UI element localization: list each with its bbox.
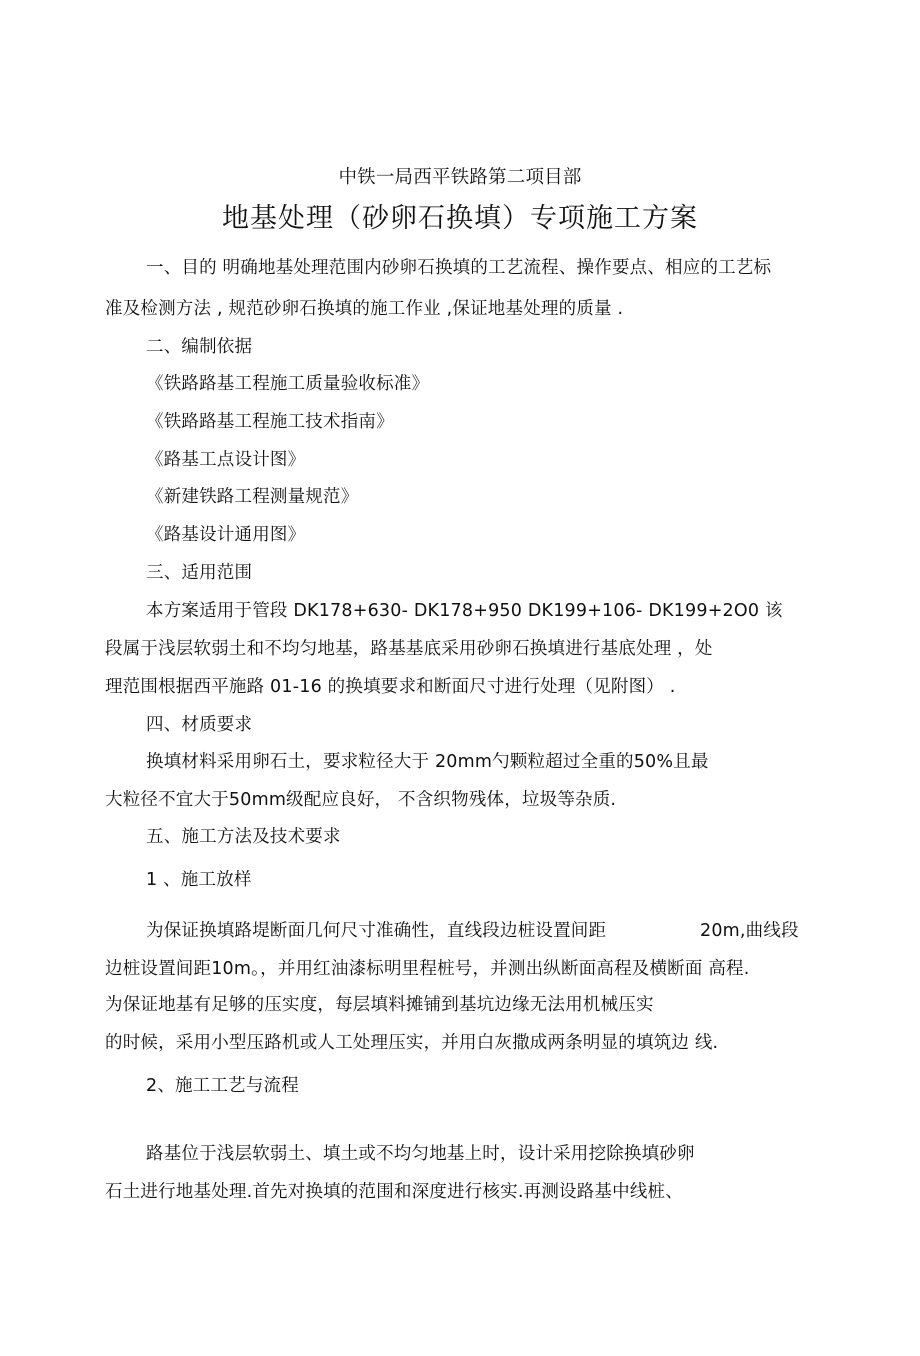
section-3-line-2: 段属于浅层软弱土和不均匀地基，路基基底采用砂卵石换填进行基底处理 ，处	[105, 639, 713, 659]
section-4-line-2: 大粒径不宜大于50mm级配应良好， 不含织物残体，垃圾等杂质.	[105, 790, 617, 810]
section-3-line-3: 理范围根据西平施路 01-16 的换填要求和断面尺寸进行处理（见附图） .	[105, 677, 676, 697]
subsection-1-line-3: 为保证地基有足够的压实度，每层填料摊铺到基坑边缘无法用机械压实	[105, 995, 654, 1015]
section-3-heading: 三、适用范围	[146, 563, 253, 583]
reference-item-2: 《铁路路基工程施工技术指南》	[146, 412, 394, 432]
section-1-line-2: 准及检测方法 , 规范砂卵石换填的施工作业 ,保证地基处理的质量 .	[105, 299, 624, 319]
reference-item-4: 《新建铁路工程测量规范》	[146, 487, 359, 507]
subsection-1-heading: 1 、施工放样	[146, 870, 252, 890]
section-2-heading: 二、编制依据	[146, 337, 253, 357]
section-4-line-1: 换填材料采用卵石土，要求粒径大于 20mm勺颗粒超过全重的50%且最	[146, 752, 709, 772]
subsection-2-heading: 2、施工工艺与流程	[146, 1076, 299, 1096]
reference-item-3: 《路基工点设计图》	[146, 450, 306, 470]
section-1-line-1: 一、目的 明确地基处理范围内砂卵石换填的工艺流程、操作要点、相应的工艺标	[146, 258, 772, 278]
section-4-heading: 四、材质要求	[146, 715, 253, 735]
subsection-1-line-1b: 20m,曲线段	[700, 921, 799, 941]
reference-item-5: 《路基设计通用图》	[146, 525, 306, 545]
section-3-line-1: 本方案适用于管段 DK178+630- DK178+950 DK199+106- DK199+2O0 该	[146, 601, 783, 621]
subsection-2-line-1: 路基位于浅层软弱土、填土或不均匀地基上时，设计采用挖除换填砂卵	[146, 1144, 695, 1164]
organization-name: 中铁一局西平铁路第二项目部	[338, 167, 582, 188]
subsection-2-line-2: 石土进行地基处理.首先对换填的范围和深度进行核实.再测设路基中线桩、	[105, 1182, 683, 1202]
section-5-heading: 五、施工方法及技术要求	[146, 827, 341, 847]
subsection-1-line-2: 边桩设置间距10m。，并用红油漆标明里程桩号，并测出纵断面高程及横断面 高程.	[105, 959, 750, 979]
subsection-1-line-1a: 为保证换填路堤断面几何尺寸准确性，直线段边桩设置间距	[146, 921, 607, 941]
document-title: 地基处理（砂卵石换填）专项施工方案	[222, 203, 698, 234]
reference-item-1: 《铁路路基工程施工质量验收标准》	[146, 374, 430, 394]
subsection-1-line-4: 的时候，采用小型压路机或人工处理压实，并用白灰撒成两条明显的填筑边 线.	[105, 1033, 719, 1053]
